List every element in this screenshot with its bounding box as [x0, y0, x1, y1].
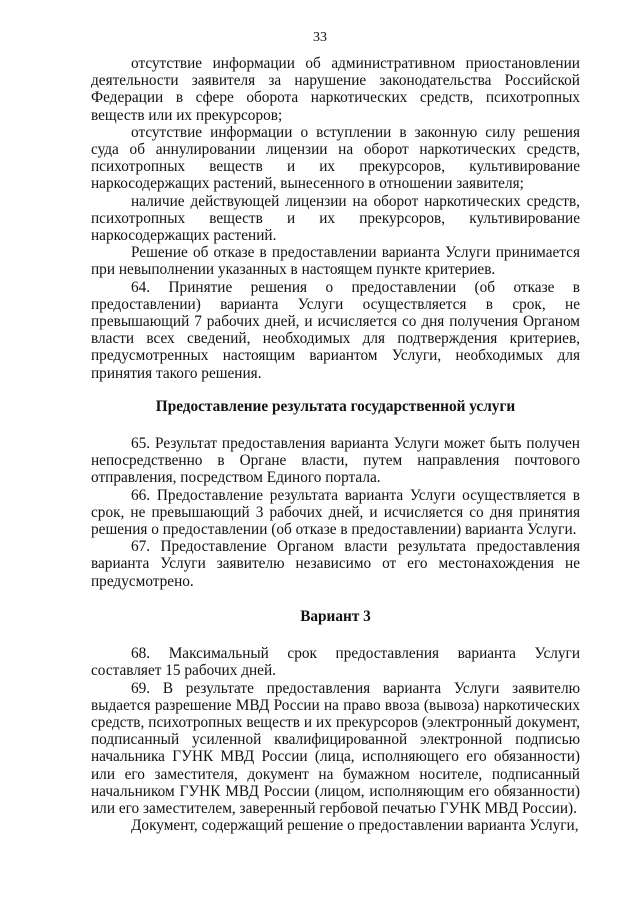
- paragraph-65: 65. Результат предоставления варианта Услуги может быть получен непосредственно в Органе власти, путем направления почтового отправления, посредством Единого портала.: [91, 435, 580, 487]
- paragraph-valid-license: наличие действующей лицензии на оборот наркотических средств, психотропных веществ и их прекурсоров, культивирование наркосодержащих растений.: [91, 192, 580, 245]
- paragraph-67: 67. Предоставление Органом власти результата предоставления варианта Услуги заявителю независимо от его местонахождения не предусмотрено.: [91, 538, 580, 590]
- paragraph-refusal-decision: Решение об отказе в предоставлении варианта Услуги принимается при невыполнении указанных в настоящем пункте критериев.: [91, 244, 580, 279]
- paragraph-69: 69. В результате предоставления варианта Услуги заявителю выдается разрешение МВД России на право ввоза (вывоза) наркотических средств, психотропных веществ и их прекурсоров (электронный документ, подписанный усиленной квалифицированной электронной подписью начальника ГУНК МВД России (лица, исполняющего его обязанности) или его заместителя, документ на бумажном носителе, подписанный начальником ГУНК МВД России (лицом, исполняющим его обязанности) или его заместителем, заверенный гербовой печатью ГУНК МВД России).: [91, 679, 580, 817]
- document-body: [91, 55, 580, 834]
- paragraph-document-decision: Документ, содержащий решение о предоставлении варианта Услуги,: [131, 817, 579, 835]
- paragraph-64: 64. Принятие решения о предоставлении (об отказе в предоставлении) варианта Услуги осуществляется в срок, не превышающий 7 рабочих дней, и исчисляется со дня получения Органом власти всех сведений, необходимых для подтверждения критериев, предусмотренных настоящим вариантом Услуги, необходимых для принятия такого решения.: [91, 278, 580, 382]
- paragraph-68: 68. Максимальный срок предоставления варианта Услуги составляет 15 рабочих дней.: [91, 645, 580, 680]
- page-number: 33: [313, 30, 327, 45]
- paragraph-no-court-decision: отсутствие информации о вступлении в законную силу решения суда об аннулировании лицензии на оборот наркотических средств, психотропных веществ и их прекурсоров, культивирование наркосодержащих растений, вынесенного в отношении заявителя;: [91, 123, 580, 193]
- paragraph-no-suspension: отсутствие информации об административном приостановлении деятельности заявителя за нарушение законодательства Российской Федерации в сфере оборота наркотических средств, психотропных веществ или их прекурсоров;: [91, 55, 580, 124]
- section-heading-result: Предоставление результата государственной услуги: [155, 397, 516, 415]
- paragraph-66: 66. Предоставление результата варианта Услуги осуществляется в срок, не превышающий 3 рабочих дней, и исчисляется со дня принятия решения о предоставлении (об отказе в предоставлении) варианта Услуги.: [91, 486, 580, 539]
- section-heading-variant-3: Вариант 3: [300, 607, 371, 625]
